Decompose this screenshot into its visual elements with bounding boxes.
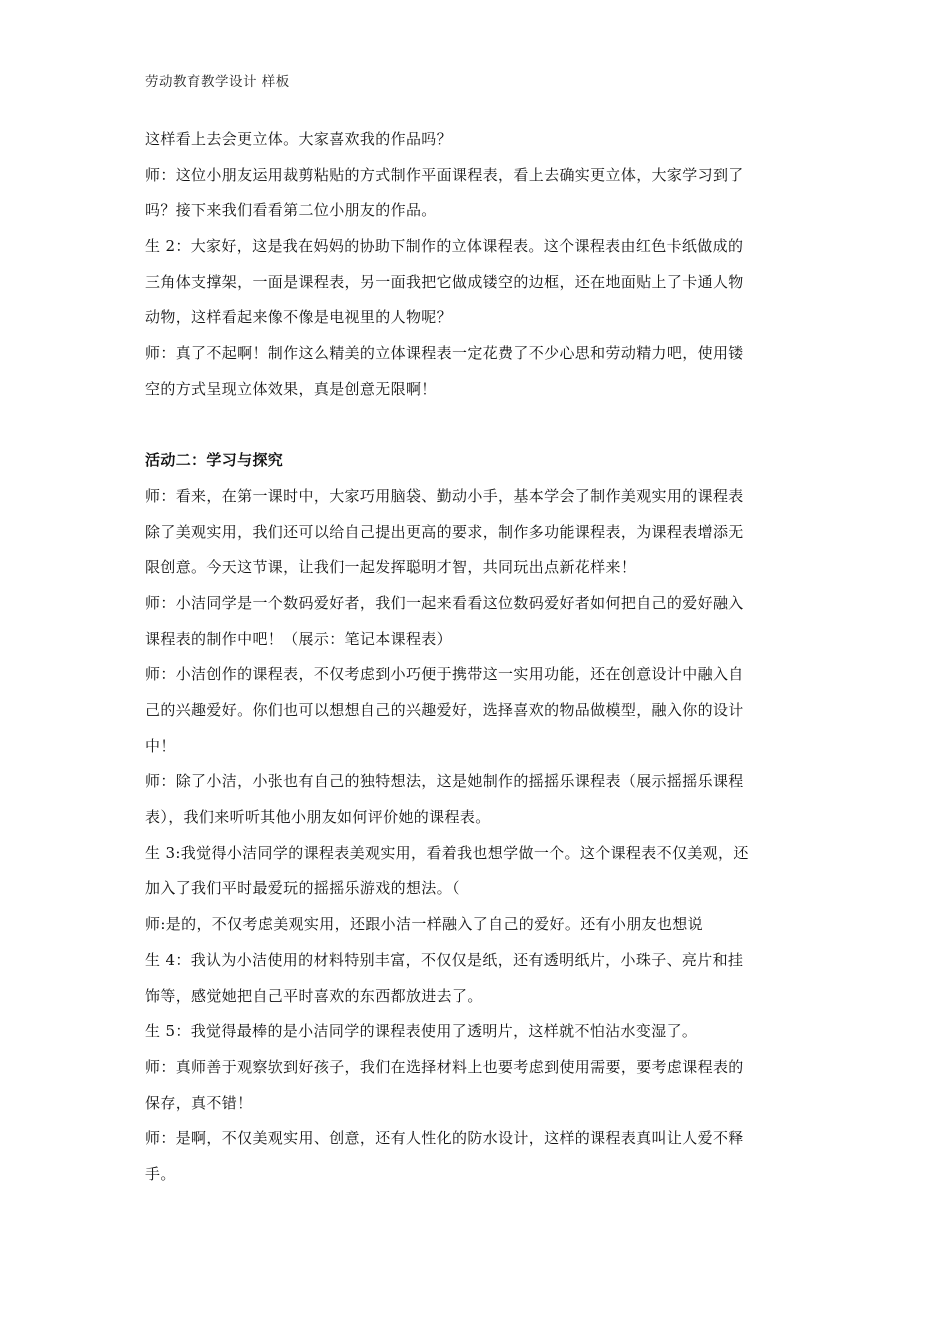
text-line: 师：小洁创作的课程表，不仅考虑到小巧便于携带这一实用功能，还在创意设计中融入自 <box>145 665 744 684</box>
text-line: 师：除了小洁，小张也有自己的独特想法，这是她制作的摇摇乐课程表（展示摇摇乐课程 <box>145 772 744 791</box>
paragraph-gap <box>145 414 810 450</box>
text-line: 表），我们来听听其他小朋友如何评价她的课程表。 <box>145 808 491 827</box>
text-line: 保存，真不错！ <box>145 1093 253 1112</box>
document-body <box>145 128 810 1199</box>
text-line: 课程表的制作中吧！（展示：笔记本课程表） <box>145 629 453 648</box>
text-line: 三角体支撑架，一面是课程表，另一面我把它做成镂空的边框，还在地面贴上了卡通人物 <box>145 272 744 291</box>
text-line: 师：小洁同学是一个数码爱好者，我们一起来看看这位数码爱好者如何把自己的爱好融入 <box>145 593 744 612</box>
text-line: 己的兴趣爱好。你们也可以想想自己的兴趣爱好，选择喜欢的物品做模型，融入你的设计 <box>145 701 744 719</box>
text-line: 生 5：我觉得最棒的是小洁同学的课程表使用了透明片，这样就不怕沾水变湿了。 <box>145 1022 698 1041</box>
text-line: 除了美观实用，我们还可以给自己提出更高的要求，制作多功能课程表，为课程表增添无 <box>145 522 744 541</box>
text-line: 师:是的，不仅考虑美观实用，还跟小洁一样融入了自己的爱好。还有小朋友也想说 <box>145 915 704 934</box>
text-line: 师：这位小朋友运用裁剪粘贴的方式制作平面课程表，看上去确实更立体，大家学习到了 <box>145 165 744 184</box>
text-line: 生 2：大家好，这是我在妈妈的协助下制作的立体课程表。这个课程表由红色卡纸做成的 <box>145 237 744 256</box>
section-heading: 活动二：学习与探究 <box>145 451 284 470</box>
text-line: 限创意。今天这节课，让我们一起发挥聪明才智，共同玩出点新花样来！ <box>145 558 637 577</box>
text-line: 这样看上去会更立体。大家喜欢我的作品吗？ <box>145 130 453 148</box>
text-line: 师：真师善于观察欤到好孩子，我们在选择材料上也要考虑到使用需要，要考虑课程表的 <box>145 1057 744 1076</box>
text-line: 师：是啊，不仅美观实用、创意，还有人性化的防水设计，这样的课程表真叫让人爱不释 <box>145 1129 744 1148</box>
text-line: 中！ <box>145 736 176 755</box>
text-line: 手。 <box>145 1164 176 1183</box>
text-line: 加入了我们平时最爱玩的摇摇乐游戏的想法。（ <box>145 879 460 898</box>
text-line: 动物，这样看起来像不像是电视里的人物呢？ <box>145 308 453 327</box>
page-header: 劳动教育教学设计 样板 <box>145 74 290 90</box>
text-line: 师：看来，在第一课时中，大家巧用脑袋、勤动小手，基本学会了制作美观实用的课程表 <box>145 486 744 505</box>
text-line: 饰等，感觉她把自己平时喜欢的东西都放进去了。 <box>145 986 483 1005</box>
text-line: 空的方式呈现立体效果，真是创意无限啊！ <box>145 379 437 398</box>
text-line: 生 4：我认为小洁使用的材料特别丰富，不仅仅是纸，还有透明纸片，小珠子、亮片和挂 <box>145 950 744 969</box>
text-line: 生 3:我觉得小洁同学的课程表美观实用，看着我也想学做一个。这个课程表不仅美观，还 <box>145 843 749 862</box>
text-line: 师：真了不起啊！制作这么精美的立体课程表一定花费了不少心思和劳动精力吧，使用镂 <box>145 344 744 363</box>
text-line: 吗？接下来我们看看第二位小朋友的作品。 <box>145 201 437 220</box>
